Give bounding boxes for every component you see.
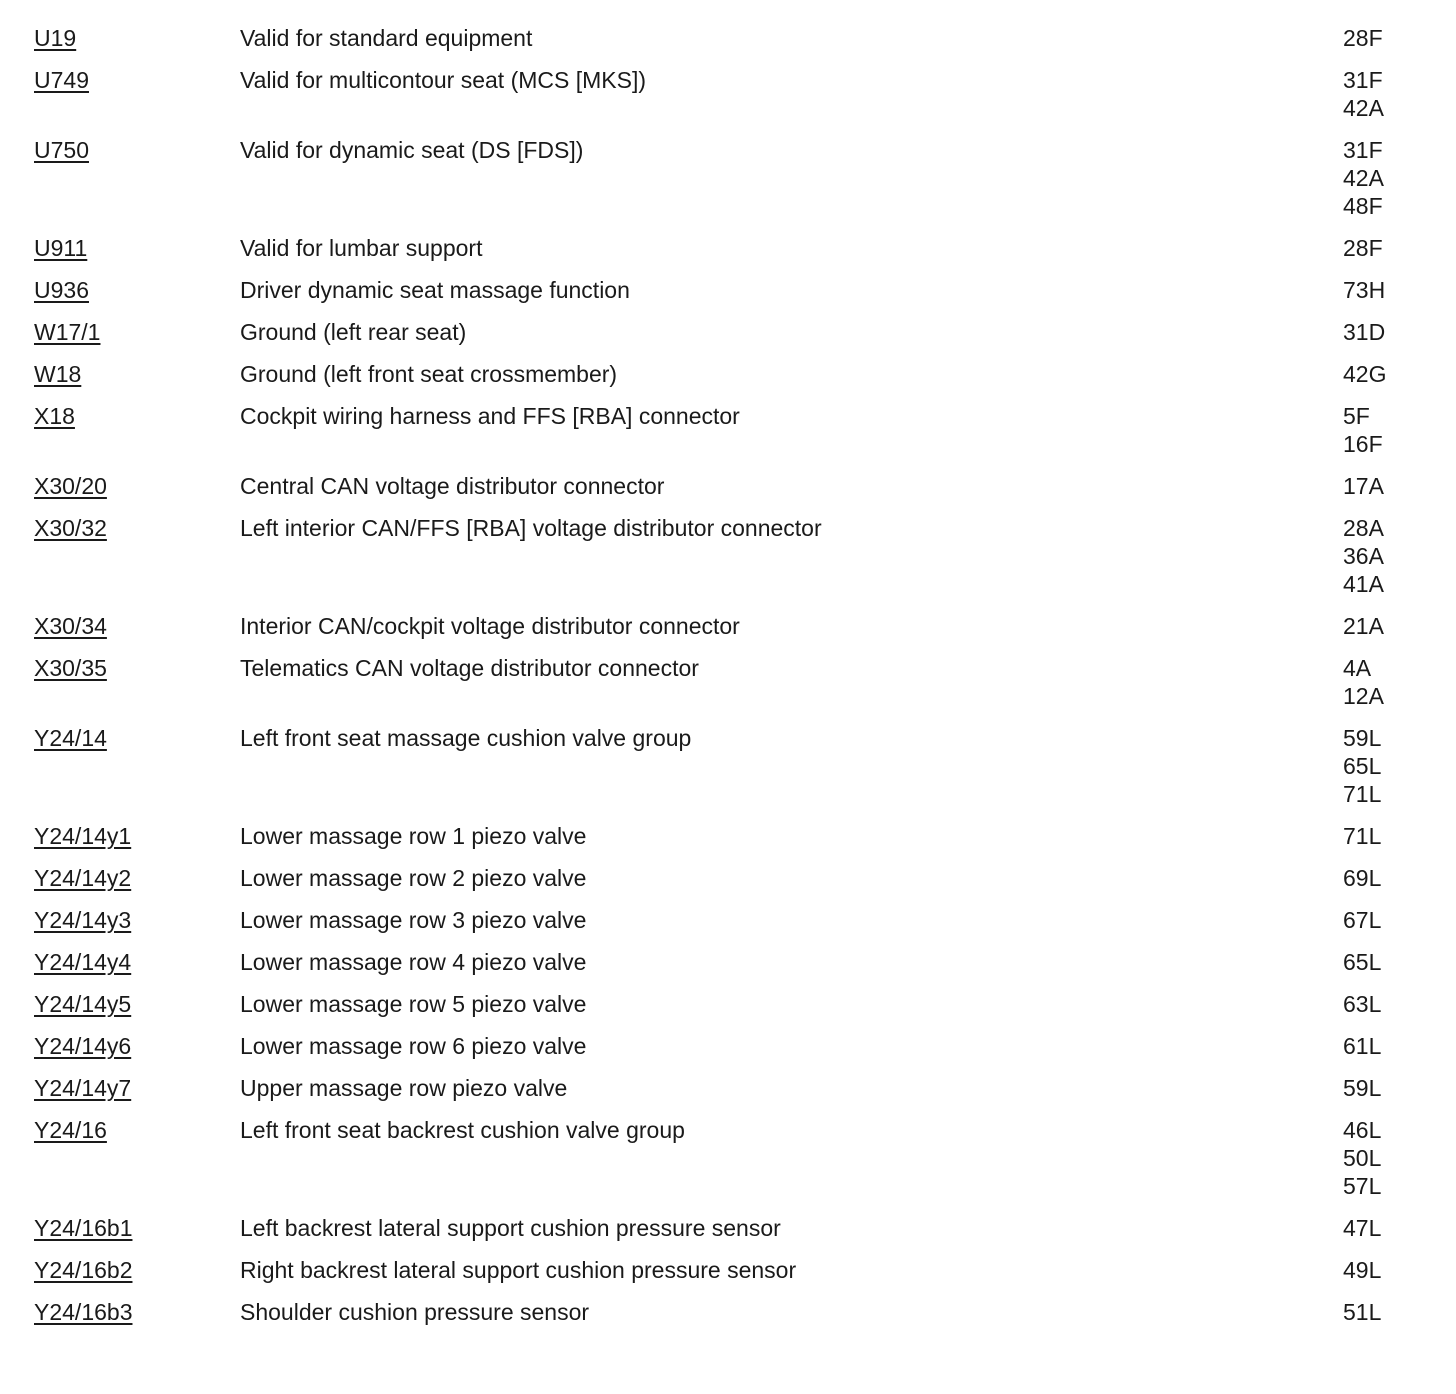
grid-reference-list [1343,276,1456,304]
grid-reference-list [1343,1256,1456,1284]
component-description: Lower massage row 1 piezo valve [240,823,587,849]
component-description: Central CAN voltage distributor connector [240,473,665,499]
component-code-link[interactable]: U749 [34,67,89,93]
component-code-link[interactable]: U750 [34,137,89,163]
grid-reference: 28A [1343,515,1384,541]
component-code-link[interactable]: X30/20 [34,473,107,499]
grid-reference: 47L [1343,1215,1382,1241]
grid-reference: 42A [1343,95,1384,121]
grid-reference: 31D [1343,319,1386,345]
component-code-link[interactable]: Y24/14y1 [34,823,132,849]
legend-row [0,1214,1456,1256]
legend-row [0,654,1456,724]
grid-reference: 31F [1343,67,1383,93]
grid-reference-list [1343,906,1456,934]
component-description: Driver dynamic seat massage function [240,277,630,303]
component-code-link[interactable]: X30/34 [34,613,107,639]
grid-reference: 59L [1343,725,1382,751]
component-code-link[interactable]: Y24/14y3 [34,907,132,933]
legend-row [0,1032,1456,1074]
grid-reference: 17A [1343,473,1384,499]
component-code-link[interactable]: W17/1 [34,319,101,345]
legend-row [0,1074,1456,1116]
component-description: Lower massage row 6 piezo valve [240,1033,587,1059]
grid-reference: 50L [1343,1145,1382,1171]
grid-reference: 36A [1343,543,1384,569]
component-code-link[interactable]: Y24/16b2 [34,1257,133,1283]
grid-reference: 49L [1343,1257,1382,1283]
component-description: Interior CAN/cockpit voltage distributor connector [240,613,740,639]
grid-reference: 48F [1343,193,1383,219]
component-description: Left front seat massage cushion valve group [240,725,692,751]
component-description: Right backrest lateral support cushion pressure sensor [240,1257,797,1283]
component-code-link[interactable]: Y24/14y4 [34,949,132,975]
component-description: Cockpit wiring harness and FFS [RBA] connector [240,403,740,429]
component-code-link[interactable]: Y24/16b3 [34,1299,133,1325]
legend-row [0,472,1456,514]
grid-reference: 51L [1343,1299,1382,1325]
grid-reference: 61L [1343,1033,1382,1059]
grid-reference-list [1343,864,1456,892]
legend-row [0,360,1456,402]
grid-reference-list [1343,1074,1456,1102]
grid-reference-list [1343,1298,1456,1326]
component-code-link[interactable]: X30/32 [34,515,107,541]
grid-reference: 59L [1343,1075,1382,1101]
legend-row [0,990,1456,1032]
component-description: Lower massage row 5 piezo valve [240,991,587,1017]
grid-reference: 67L [1343,907,1382,933]
grid-reference: 73H [1343,277,1386,303]
component-description: Valid for lumbar support [240,235,483,261]
grid-reference: 46L [1343,1117,1382,1143]
legend-row [0,822,1456,864]
grid-reference: 63L [1343,991,1382,1017]
grid-reference-list [1343,318,1456,346]
component-legend-list [0,24,1456,1340]
component-description: Ground (left front seat crossmember) [240,361,618,387]
legend-row [0,318,1456,360]
component-code-link[interactable]: Y24/14 [34,725,107,751]
legend-row [0,1116,1456,1214]
grid-reference-list [1343,948,1456,976]
grid-reference-list [1343,66,1456,122]
grid-reference-list [1343,654,1456,710]
grid-reference: 65L [1343,753,1382,779]
grid-reference-list [1343,1214,1456,1242]
grid-reference: 28F [1343,235,1383,261]
component-description: Ground (left rear seat) [240,319,467,345]
component-description: Lower massage row 3 piezo valve [240,907,587,933]
legend-row [0,402,1456,472]
grid-reference: 65L [1343,949,1382,975]
grid-reference: 42G [1343,361,1387,387]
legend-row [0,948,1456,990]
grid-reference-list [1343,724,1456,808]
legend-row [0,24,1456,66]
grid-reference: 42A [1343,165,1384,191]
legend-row [0,276,1456,318]
component-code-link[interactable]: X18 [34,403,75,429]
grid-reference-list [1343,24,1456,52]
component-description: Valid for multicontour seat (MCS [MKS]) [240,67,647,93]
grid-reference-list [1343,822,1456,850]
grid-reference: 71L [1343,823,1382,849]
grid-reference: 16F [1343,431,1383,457]
grid-reference: 69L [1343,865,1382,891]
legend-row [0,724,1456,822]
grid-reference-list [1343,1032,1456,1060]
grid-reference-list [1343,234,1456,262]
grid-reference-list [1343,514,1456,598]
component-description: Left backrest lateral support cushion pressure sensor [240,1215,781,1241]
component-code-link[interactable]: W18 [34,361,82,387]
component-description: Left front seat backrest cushion valve group [240,1117,685,1143]
component-code-link[interactable]: Y24/14y2 [34,865,132,891]
grid-reference-list [1343,472,1456,500]
component-code-link[interactable]: Y24/16b1 [34,1215,133,1241]
grid-reference: 5F [1343,403,1370,429]
legend-row [0,864,1456,906]
legend-row [0,234,1456,276]
grid-reference: 41A [1343,571,1384,597]
grid-reference-list [1343,136,1456,220]
grid-reference-list [1343,360,1456,388]
component-code-link[interactable]: U19 [34,25,77,51]
grid-reference-list [1343,402,1456,458]
grid-reference: 28F [1343,25,1383,51]
component-code-link[interactable]: Y24/14y7 [34,1075,132,1101]
component-description: Valid for dynamic seat (DS [FDS]) [240,137,584,163]
component-description: Valid for standard equipment [240,25,533,51]
grid-reference: 4A [1343,655,1372,681]
component-code-link[interactable]: Y24/14y6 [34,1033,132,1059]
grid-reference: 21A [1343,613,1384,639]
component-description: Lower massage row 4 piezo valve [240,949,587,975]
legend-row [0,66,1456,136]
legend-row [0,906,1456,948]
legend-row [0,612,1456,654]
component-code-link[interactable]: X30/35 [34,655,107,681]
legend-row [0,1256,1456,1298]
grid-reference: 71L [1343,781,1382,807]
grid-reference: 12A [1343,683,1384,709]
component-code-link[interactable]: Y24/14y5 [34,991,132,1017]
component-code-link[interactable]: Y24/16 [34,1117,107,1143]
grid-reference: 57L [1343,1173,1382,1199]
component-description: Upper massage row piezo valve [240,1075,568,1101]
component-description: Shoulder cushion pressure sensor [240,1299,590,1325]
component-code-link[interactable]: U911 [34,235,88,261]
legend-row [0,136,1456,234]
grid-reference-list [1343,612,1456,640]
legend-row [0,1298,1456,1340]
grid-reference: 31F [1343,137,1383,163]
grid-reference-list [1343,1116,1456,1200]
component-code-link[interactable]: U936 [34,277,89,303]
component-description: Lower massage row 2 piezo valve [240,865,587,891]
component-description: Telematics CAN voltage distributor connector [240,655,699,681]
legend-row [0,514,1456,612]
component-description: Left interior CAN/FFS [RBA] voltage distributor connector [240,515,822,541]
grid-reference-list [1343,990,1456,1018]
